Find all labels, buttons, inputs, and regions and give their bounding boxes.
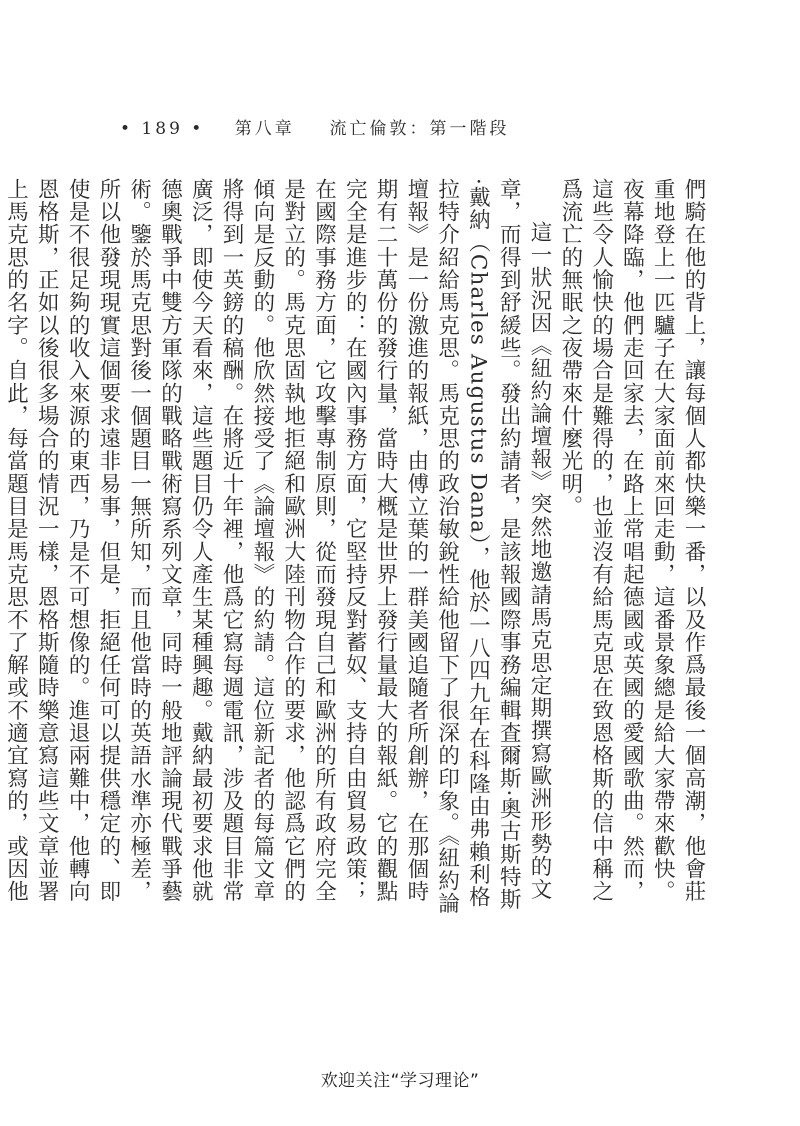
paragraph-1: 們騎在他的背上，讓每個人都快樂一番，以及作爲最後一個高潮，他會莊重地登上一匹驢子在大家面前來回走動，這番景象總是給大家帶來歡快。夜幕降臨，他們走回家去，在路上常唱起德國或英國的愛國歌曲。然而，這些令人愉快的場合是難得的，也並沒有給馬克思在致恩格斯的信中稱之爲流亡的無眠之夜帶來什麼光明。 xyxy=(557,178,706,903)
footer-caption: 欢迎关注“学习理论” xyxy=(320,1071,480,1091)
page-number: • 189 • xyxy=(120,119,205,139)
chapter-label: 第八章 xyxy=(234,119,295,139)
vertical-body-text xyxy=(3,178,708,918)
paragraph-2: 這一狀況因《紐約論壇報》突然地邀請馬克思定期撰寫歐洲形勢的文章，而得到舒緩些。發出約請者，是該報國際事務編輯査爾斯·奧古斯特斯·戴納（Charles Augustus Dana），他於一八四九年在科隆由弗賴利格拉特介紹給馬克思。馬克思的政治敏銳性給他留下了很深的印象。《紐約論壇報》是一份激進的報紙，由傅立葉的一群美國追隨者所創辦，在那個時期有二十萬份的發行量，當時大概是世界上發行量最大的報紙。它的觀點完全是進步的：在國內事務方面，它堅持反對蓄奴、支持自由貿易政策；在國際事務方面，它攻擊專制原則，從而發現自己和歐洲的所有政府完全是對立的。馬克思固執地拒絕和歐洲大陸刊物合作的要求，他認爲它們的傾向是反動的。他欣然接受了《論壇報》的約請。這位新記者的每篇文章將得到一英鎊的稿酬。在將近十年裡，他爲它寫每週電訊，涉及題目非常廣泛，即使今天看來，這些題目仍令人產生某種興趣。戴納最初要求他就德奧戰爭中雙方軍隊的戰略戰術寫系列文章，同時一般地評論現代戰爭藝術。鑒於馬克思對後一個題目一無所知，而且他當時的英語水準亦極差，所以他發現現實這個要求遠非易事，但是，拒絕任何可以提供穩定的、即使是不很足夠的收入來源的東西，乃是不可想像的。進退兩難中，他轉向恩格斯，正如以後很多場合的情況一樣，恩格斯隨時樂意寫這些文章並署上馬克思的名字。自此，每當題目是馬克思不了解或不適宜寫的，或因他 xyxy=(3,178,553,915)
running-header xyxy=(120,114,510,139)
chapter-title: 流亡倫敦：第一階段 xyxy=(329,119,510,139)
